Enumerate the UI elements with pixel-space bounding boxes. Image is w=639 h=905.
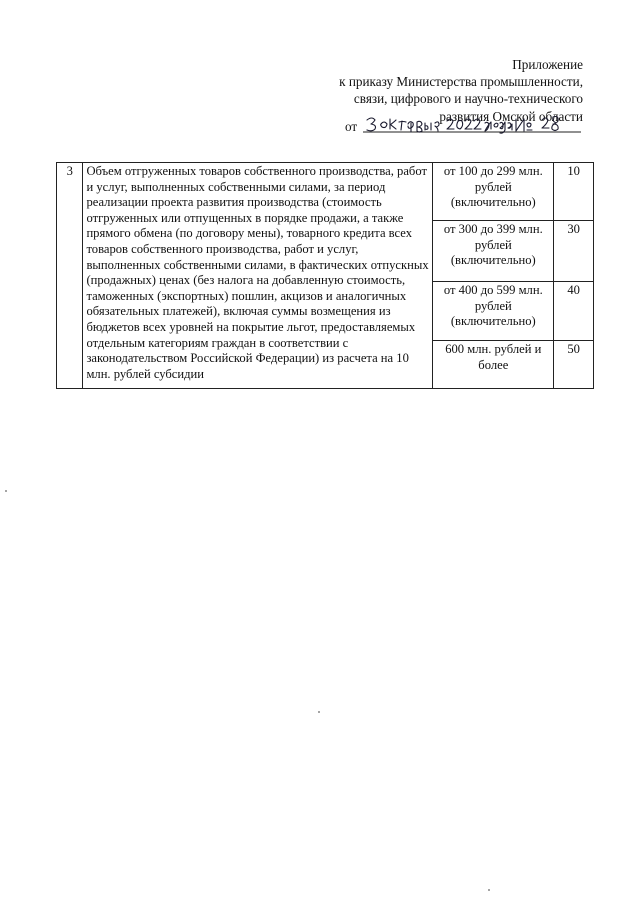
score-cell [554, 163, 594, 221]
criteria-table [56, 162, 594, 389]
score-value: 30 [567, 222, 580, 236]
order-reference-line-1: к приказу Министерства промышленности, [339, 74, 583, 90]
range-text: 600 млн. рублей и более [445, 342, 542, 372]
appendix-title: Приложение [512, 57, 583, 72]
score-cell [554, 282, 594, 341]
range-cell [433, 282, 554, 341]
from-label: от [345, 119, 358, 134]
row-number: 3 [57, 163, 83, 389]
table-row [57, 163, 594, 221]
scan-speck [488, 889, 490, 891]
range-text: от 100 до 299 млн. рублей (включительно) [443, 164, 543, 210]
range-cell [433, 163, 554, 221]
score-cell [554, 341, 594, 389]
range-text: от 400 до 599 млн. рублей (включительно) [443, 283, 543, 329]
score-value: 10 [567, 164, 580, 178]
score-value: 50 [567, 342, 580, 356]
order-reference-line-3: развития Омской области [439, 108, 583, 124]
score-cell [554, 221, 594, 282]
range-cell [433, 221, 554, 282]
handwritten-date-number [361, 113, 583, 139]
range-text: от 300 до 399 млн. рублей (включительно) [443, 222, 543, 268]
scan-speck [318, 711, 320, 713]
criterion-description: Объем отгруженных товаров собственного производства, работ и услуг, выполненных собственными силами, за период реализации проекта развития производства (стоимость отгруженных или отпущенных в порядке продажи, а также прямого обмена (по договору мены), товарного кредита всех товаров собственного производства, работ и услуг, выполненных собственными силами, в фактических отпускных (продажных) ценах (без налога на добавленную стоимость, таможенных (экспортных) пошлин, акцизов и аналогичных обязательных платежей), включая суммы возмещения из бюджетов всех уровней на покрытие льгот, предоставляемых отдельным категориям граждан в соответствии с законодательством Российской Федерации) из расчета на 10 млн. рублей субсидии [83, 163, 433, 389]
score-value: 40 [567, 283, 580, 297]
scan-speck [5, 490, 7, 492]
order-reference-line-2: связи, цифрового и научно-технического [353, 91, 583, 107]
range-cell [433, 341, 554, 389]
order-date-line [345, 119, 583, 139]
